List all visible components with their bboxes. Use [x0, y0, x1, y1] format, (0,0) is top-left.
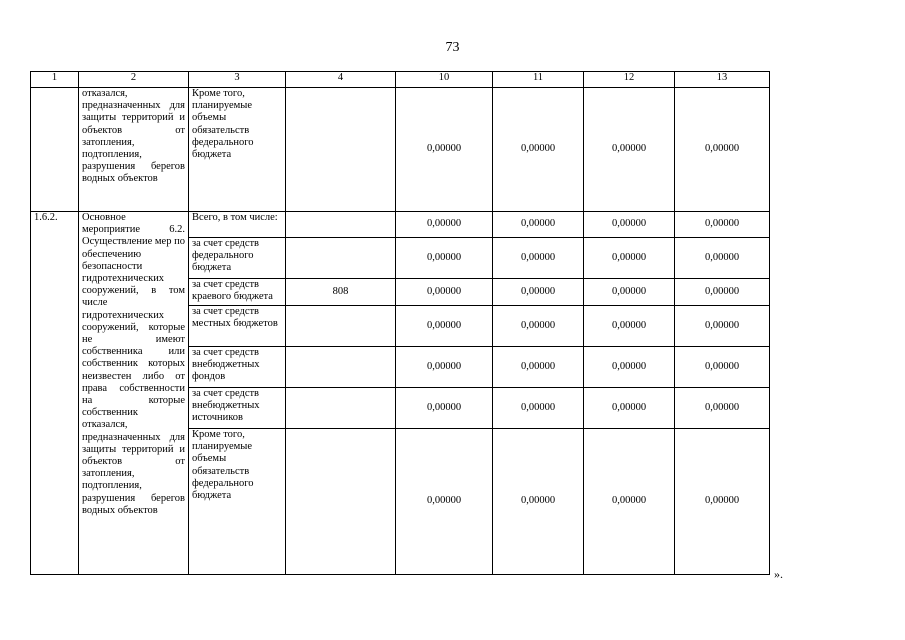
- value-cell: 0,00000: [493, 88, 584, 212]
- page-number: 73: [445, 40, 460, 55]
- code-cell: [286, 238, 396, 279]
- column-header: 11: [493, 72, 584, 88]
- code-cell: [286, 306, 396, 347]
- value-cell: 0,00000: [584, 212, 675, 238]
- value-cell: 0,00000: [396, 88, 493, 212]
- funding-source-cell: за счет средств краевого бюджета: [189, 279, 286, 306]
- code-cell: [286, 88, 396, 212]
- value-cell: 0,00000: [493, 238, 584, 279]
- value-cell: 0,00000: [584, 279, 675, 306]
- measure-number-cell: 1.6.2.: [31, 212, 79, 575]
- value-cell: 0,00000: [675, 88, 770, 212]
- value-cell: 0,00000: [584, 306, 675, 347]
- row-number-cell: [31, 88, 79, 212]
- value-cell: 0,00000: [396, 238, 493, 279]
- code-cell: [286, 212, 396, 238]
- value-cell: 0,00000: [493, 212, 584, 238]
- value-cell: 0,00000: [493, 306, 584, 347]
- value-cell: 0,00000: [493, 388, 584, 429]
- value-cell: 0,00000: [584, 429, 675, 575]
- value-cell: 0,00000: [675, 347, 770, 388]
- column-header: 1: [31, 72, 79, 88]
- value-cell: 0,00000: [584, 238, 675, 279]
- measure-description-cell: Основное мероприятие 6.2. Осуществление мер по обеспечению безопасности гидротехнических сооружений, в том числе гидротехнических сооружений, которые не имеют собственника или собственник которых неизвестен либо от права собственности на которые собственник отказался, предназначенных для защиты территорий и объектов от затопления, подтопления, разрушения берегов водных объектов: [79, 212, 189, 575]
- value-cell: 0,00000: [675, 429, 770, 575]
- value-cell: 0,00000: [584, 388, 675, 429]
- value-cell: 0,00000: [493, 347, 584, 388]
- code-cell: 808: [286, 279, 396, 306]
- value-cell: 0,00000: [396, 347, 493, 388]
- funding-source-cell: за счет средств местных бюджетов: [189, 306, 286, 347]
- column-header: 3: [189, 72, 286, 88]
- value-cell: 0,00000: [675, 306, 770, 347]
- code-cell: [286, 388, 396, 429]
- funding-source-cell: Кроме того, планируемые объемы обязательств федерального бюджета: [189, 88, 286, 212]
- measure-description-cell: отказался, предназначенных для защиты территорий и объектов от затопления, подтопления, разрушения берегов водных объектов: [79, 88, 189, 212]
- closing-quote-mark: ».: [774, 567, 783, 581]
- column-header: 2: [79, 72, 189, 88]
- budget-table: [30, 71, 770, 575]
- value-cell: 0,00000: [396, 306, 493, 347]
- value-cell: 0,00000: [493, 429, 584, 575]
- value-cell: 0,00000: [584, 347, 675, 388]
- value-cell: 0,00000: [396, 429, 493, 575]
- code-cell: [286, 347, 396, 388]
- funding-source-cell: за счет средств федерального бюджета: [189, 238, 286, 279]
- code-cell: [286, 429, 396, 575]
- value-cell: 0,00000: [675, 212, 770, 238]
- value-cell: 0,00000: [584, 88, 675, 212]
- column-header: 12: [584, 72, 675, 88]
- value-cell: 0,00000: [396, 388, 493, 429]
- value-cell: 0,00000: [675, 388, 770, 429]
- funding-source-cell: за счет средств внебюджетных фондов: [189, 347, 286, 388]
- value-cell: 0,00000: [675, 238, 770, 279]
- value-cell: 0,00000: [493, 279, 584, 306]
- column-header: 4: [286, 72, 396, 88]
- header-row: [31, 72, 770, 88]
- column-header: 13: [675, 72, 770, 88]
- funding-source-cell: Кроме того, планируемые объемы обязательств федерального бюджета: [189, 429, 286, 575]
- table-row: [31, 88, 770, 212]
- funding-source-cell: за счет средств внебюджетных источников: [189, 388, 286, 429]
- value-cell: 0,00000: [396, 212, 493, 238]
- value-cell: 0,00000: [396, 279, 493, 306]
- table-row: [31, 212, 770, 238]
- column-header: 10: [396, 72, 493, 88]
- funding-source-cell: Всего, в том числе:: [189, 212, 286, 238]
- value-cell: 0,00000: [675, 279, 770, 306]
